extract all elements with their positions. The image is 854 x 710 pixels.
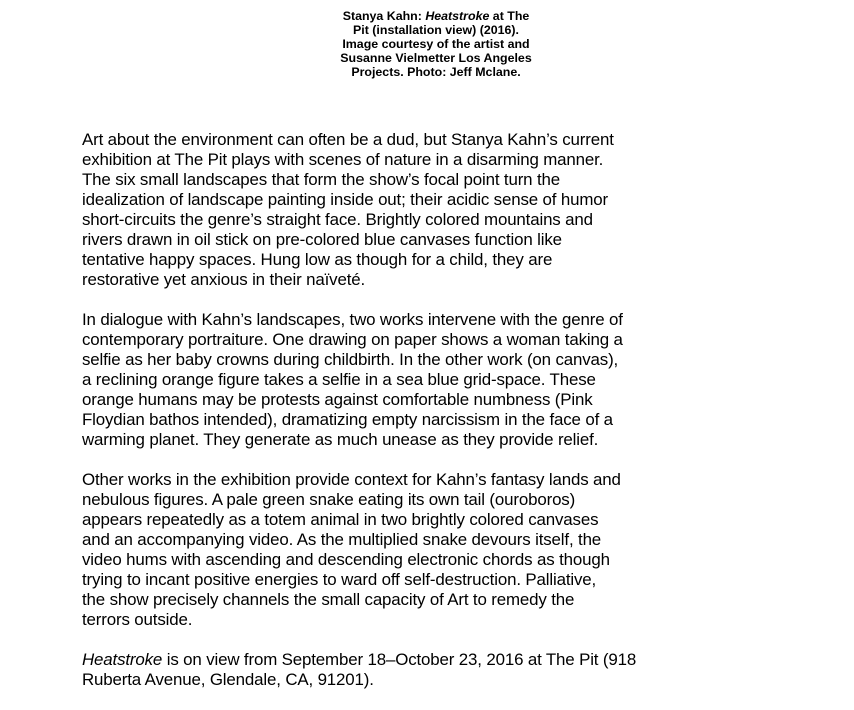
text-line: a reclining orange figure takes a selfie in a sea blue grid-space. These [82, 370, 596, 389]
text-line: exhibition at The Pit plays with scenes of nature in a disarming manner. [82, 150, 604, 169]
closing-line-rest: is on view from September 18–October 23, 2016 at The Pit (918 [162, 650, 637, 669]
text-line: restorative yet anxious in their naïveté. [82, 270, 366, 289]
caption-line: Image courtesy of the artist and [342, 37, 530, 51]
text-line: nebulous figures. A pale green snake eating its own tail (ouroboros) [82, 490, 576, 509]
text-line: contemporary portraiture. One drawing on paper shows a woman taking a [82, 330, 623, 349]
text-line: video hums with ascending and descending electronic chords as though [82, 550, 610, 569]
paragraph-3 [82, 470, 702, 630]
caption-artist: Stanya Kahn: [342, 9, 426, 23]
caption-line-rest: at The [489, 9, 530, 23]
text-line: idealization of landscape painting inside out; their acidic sense of humor [82, 190, 608, 209]
text-line: short-circuits the genre’s straight face. Brightly colored mountains and [82, 210, 593, 229]
text-line: trying to incant positive energies to ward off self-destruction. Palliative, [82, 570, 597, 589]
text-line: tentative happy spaces. Hung low as though for a child, they are [82, 250, 553, 269]
text-line [82, 650, 702, 670]
text-line: In dialogue with Kahn’s landscapes, two works intervene with the genre of [82, 310, 623, 329]
text-line: Floydian bathos intended), dramatizing empty narcissism in the face of a [82, 410, 613, 429]
caption-line: Pit (installation view) (2016). [353, 23, 519, 37]
image-caption [323, 9, 549, 79]
text-line: and an accompanying video. As the multiplied snake devours itself, the [82, 530, 602, 549]
paragraph-2 [82, 310, 702, 450]
closing-paragraph [82, 650, 702, 690]
caption-line: Susanne Vielmetter Los Angeles [340, 51, 532, 65]
caption-line [323, 9, 549, 23]
paragraph-1 [82, 130, 702, 290]
text-line: Art about the environment can often be a dud, but Stanya Kahn’s current [82, 130, 614, 149]
caption-line: Projects. Photo: Jeff Mclane. [351, 65, 521, 79]
text-line: Other works in the exhibition provide context for Kahn’s fantasy lands and [82, 470, 621, 489]
text-line: rivers drawn in oil stick on pre-colored blue canvases function like [82, 230, 562, 249]
text-line: orange humans may be protests against comfortable numbness (Pink [82, 390, 593, 409]
closing-work-title: Heatstroke [82, 650, 163, 669]
text-line: Ruberta Avenue, Glendale, CA, 91201). [82, 670, 374, 689]
text-line: selfie as her baby crowns during childbirth. In the other work (on canvas), [82, 350, 619, 369]
text-line: terrors outside. [82, 610, 193, 629]
article-body [82, 130, 702, 710]
caption-work-title: Heatstroke [425, 9, 490, 23]
text-line: appears repeatedly as a totem animal in two brightly colored canvases [82, 510, 599, 529]
text-line: warming planet. They generate as much unease as they provide relief. [82, 430, 599, 449]
text-line: The six small landscapes that form the show’s focal point turn the [82, 170, 560, 189]
text-line: the show precisely channels the small capacity of Art to remedy the [82, 590, 575, 609]
